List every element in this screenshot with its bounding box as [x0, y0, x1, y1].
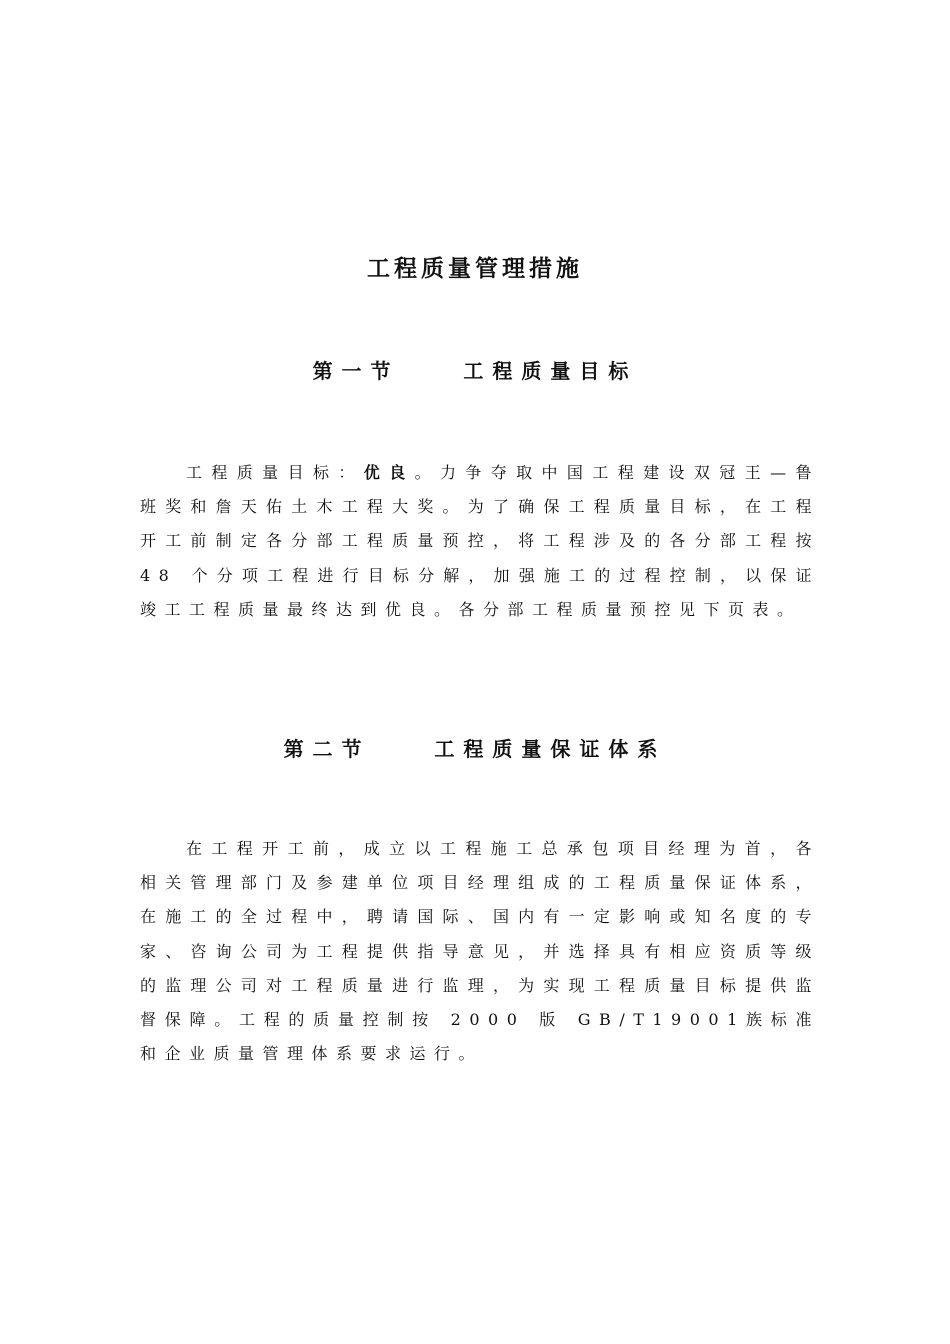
paragraph-emphasis: 优良 — [363, 463, 415, 482]
section-paragraph-quality-system — [140, 832, 820, 1071]
document-title: 工程质量管理措施 — [367, 256, 583, 282]
section-heading-quality-system: 第二节 工程质量保证体系 — [283, 737, 667, 761]
section-heading-quality-goal: 第一节 工程质量目标 — [312, 359, 638, 383]
paragraph-lead: 工程质量目标： — [186, 463, 364, 482]
paragraph-body: 。力争夺取中国工程建设双冠王—鲁班奖和詹天佑土木工程大奖。为了确保工程质量目标，在工程开工前制定各分部工程质量预控，将工程涉及的各分部工程按 48 个分项工程进行目标分解，加强施工的过程控制，以保证竣工工程质量最终达到优良。各分部工程质量预控见下页表。 — [140, 463, 820, 619]
paragraph-body: 在工程开工前，成立以工程施工总承包项目经理为首，各相关管理部门及参建单位项目经理组成的工程质量保证体系，在施工的全过程中，聘请国际、国内有一定影响或知名度的专家、咨询公司为工程提供指导意见，并选择具有相应资质等级的监理公司对工程质量进行监理，为实现工程质量目标提供监督保障。工程的质量控制按 2000 版 GB/T19001族标准和企业质量管理体系要求运行。 — [140, 839, 820, 1064]
section-paragraph-quality-goal — [140, 456, 820, 627]
